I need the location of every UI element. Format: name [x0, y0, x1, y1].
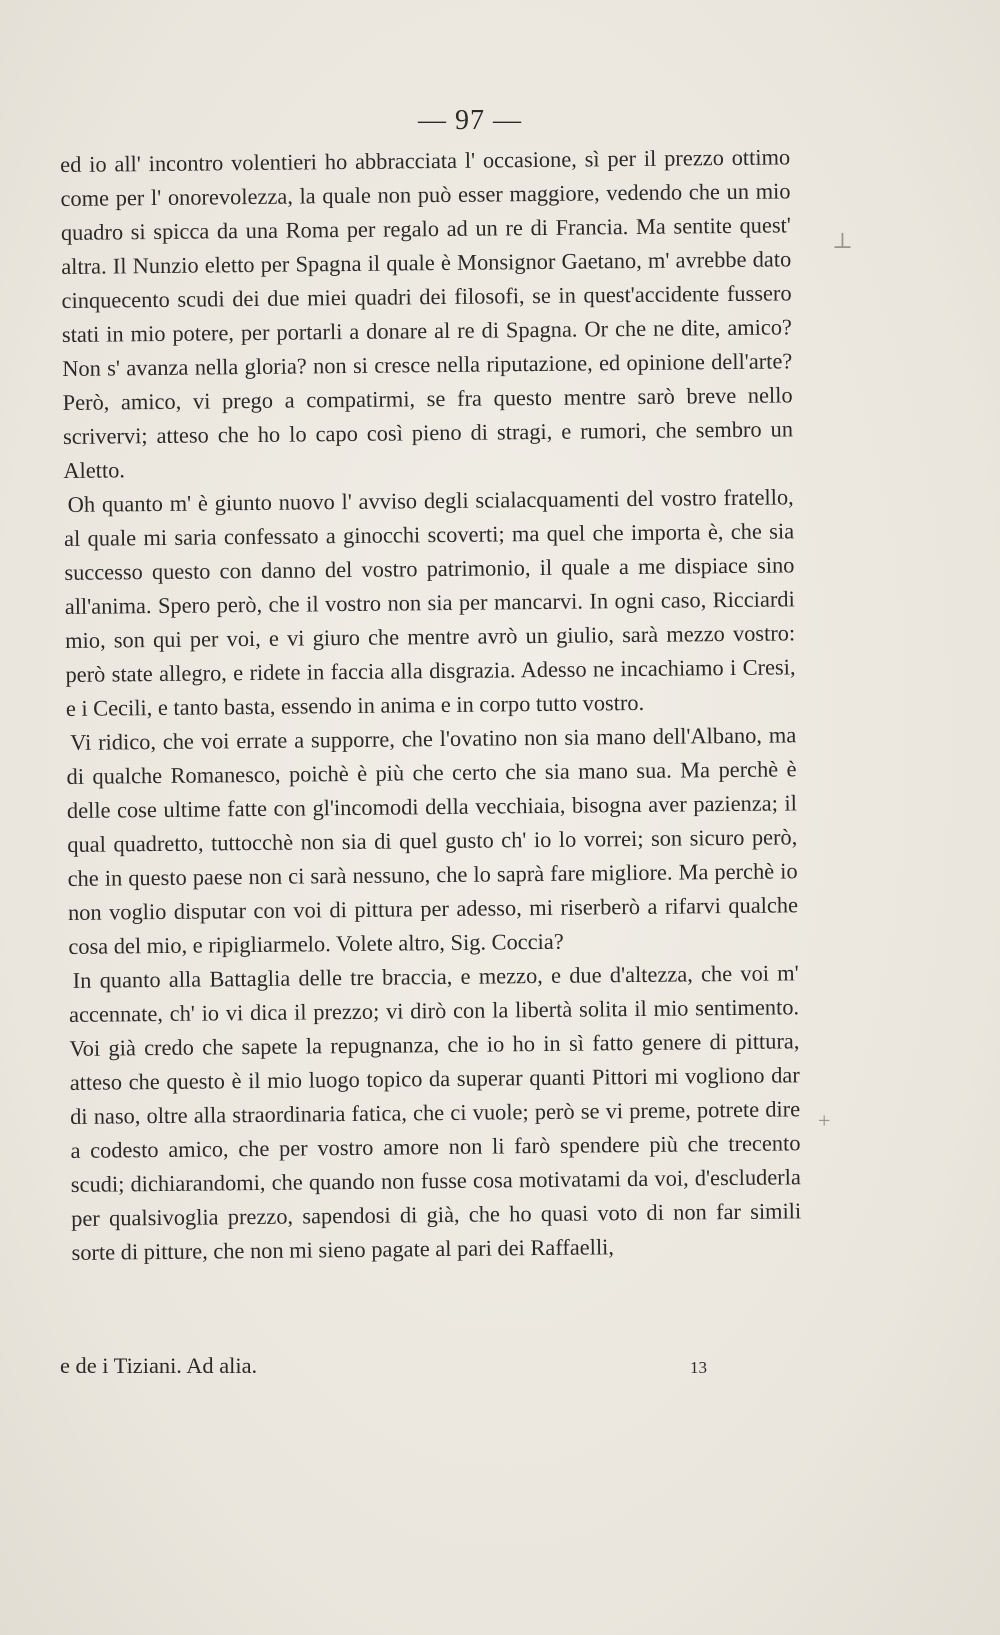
paragraph: Oh quanto m' è giunto nuovo l' avviso degli scialacquamenti del vostro fratello, al quale mi saria confessato a ginocchi scoverti; ma quel che importa è, che sia successo questo con danno del vostro patrimonio, il quale a me dispiace sino all'anima. Spero però, che il vostro non sia per mancarvi. In ogni caso, Ricciardi mio, son qui per voi, e vi giuro che mentre avrò un giulio, sarà mezzo vostro: però state allegro, e ridete in faccia alla disgrazia. Adesso ne incachiamo i Cresi, e i Cecili, e tanto basta, essendo in anima e in corpo tutto vostro. — [63, 484, 796, 721]
margin-cross-mark: + — [818, 1108, 831, 1133]
paragraph: ed io all' incontro volentieri ho abbracciata l' occasione, sì per il prezzo ottimo come per l' onorevolezza, la quale non può esser maggiore, vedendo che un mio quadro si spicca da una Roma per regalo ad un re di Francia. Ma sentite quest' altra. Il Nunzio eletto per Spagna il quale è Monsignor Gaetano, m' avrebbe dato cinquecento scudi dei due miei quadri dei filosofi, se in quest'accidente fussero stati in mio potere, per portarli a donare al re di Spagna. Or che ne dite, amico? Non s' avanza nella gloria? non si cresce nella riputazione, ed opinione dell'arte? Però, amico, vi prego a compatirmi, se fra questo mentre sarò breve nello scrivervi; atteso che ho lo capo così pieno di stragi, e rumori, che sembro un Aletto. — [60, 144, 794, 483]
body-text — [60, 140, 802, 1270]
paragraph: Vi ridico, che voi errate a supporre, che l'ovatino non sia mano dell'Albano, ma di qualche Romanesco, poichè è più che certo che sia mano sua. Ma perchè è delle cose ultime fatte con gl'incomodi della vecchiaia, bisogna aver pazienza; il qual quadretto, tuttocchè non sia di quel gusto ch' io lo vorrei; son sicuro però, che in questo paese non ci sarà nessuno, che lo saprà fare migliore. Ma perchè io non voglio disputar con voi di pittura per adesso, mi riserberò a rifarvi qualche cosa del mio, e ripigliarmelo. Volete altro, Sig. Coccia? — [66, 722, 799, 959]
paragraph: In quanto alla Battaglia delle tre braccia, e mezzo, e due d'altezza, che voi m' accennate, ch' io vi dica il prezzo; vi dirò con la libertà solita il mio sentimento. Voi già credo che sapete la repugnanza, che io ho in sì fatto genere di pittura, atteso che questo è il mio luogo topico da superar quanti Pittori mi vogliono dar di naso, oltre alla straordinaria fatica, che ci vuole; però se vi preme, potrete dire a codesto amico, che per vostro amore non li farò spendere più che trecento scudi; dichiarandomi, che quando non fusse cosa motivatami da voi, d'escluderla per qualsivoglia prezzo, sapendosi di già, che ho quasi voto di non far simili sorte di pitture, che non mi sieno pagate al pari dei Raffaelli, — [68, 960, 802, 1265]
closing-block — [60, 1349, 790, 1383]
signature-number: 13 — [690, 1358, 707, 1377]
closing-line: e de i Tiziani. Ad alia. — [60, 1353, 258, 1378]
page-number-header: — 97 — — [418, 105, 522, 136]
margin-mark: ⊥ — [832, 228, 853, 253]
